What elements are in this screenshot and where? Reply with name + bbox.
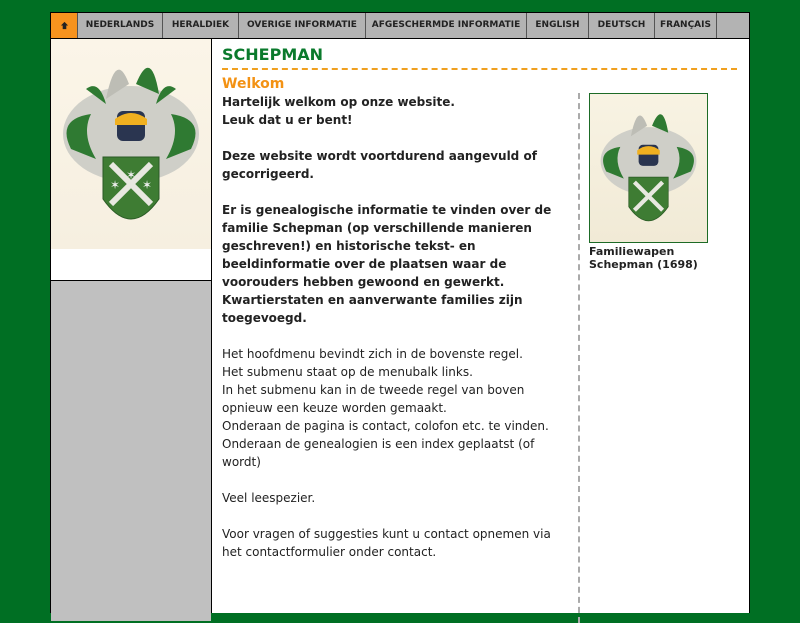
nav-english[interactable]: ENGLISH (527, 13, 589, 38)
text-line: Leuk dat u er bent! (222, 113, 353, 127)
submenu-area (51, 281, 211, 621)
left-sidebar (51, 39, 212, 613)
nav-francais[interactable]: FRANÇAIS (655, 13, 717, 38)
info-paragraph (222, 201, 567, 327)
text-line: In het submenu kan in de tweede regel van boven opnieuw een keuze worden gemaakt. (222, 383, 525, 415)
page-container (50, 12, 750, 613)
nav-heraldiek[interactable]: HERALDIEK (163, 13, 239, 38)
column-divider (578, 93, 580, 623)
text-line: Hartelijk welkom op onze website. (222, 95, 455, 109)
text-line: Onderaan de pagina is contact, colofon etc. te vinden. (222, 419, 549, 433)
family-crest-image (589, 93, 708, 243)
side-column (589, 93, 739, 271)
welcome-text (222, 93, 567, 579)
nav-home-button[interactable] (51, 13, 78, 38)
family-crest-icon (590, 94, 707, 242)
nav-overige-informatie[interactable]: OVERIGE INFORMATIE (239, 13, 366, 38)
site-title: SCHEPMAN (222, 45, 324, 64)
nav-afgeschermde-informatie[interactable]: AFGESCHERMDE INFORMATIE (366, 13, 527, 38)
home-icon (60, 21, 69, 30)
text-line: Het submenu staat op de menubalk links. (222, 365, 473, 379)
update-paragraph: Deze website wordt voortdurend aangevuld of gecorrigeerd. (222, 149, 537, 181)
main-content (222, 39, 737, 559)
main-menu (51, 13, 749, 39)
coat-of-arms-icon (51, 39, 211, 249)
nav-nederlands[interactable]: NEDERLANDS (78, 13, 163, 38)
coat-of-arms-image (51, 39, 211, 249)
navigation-help-paragraph (222, 345, 567, 471)
left-spacer (51, 249, 211, 281)
nav-deutsch[interactable]: DEUTSCH (589, 13, 655, 38)
contact-paragraph: Voor vragen of suggesties kunt u contact opnemen via het contactformulier onder contact. (222, 527, 551, 559)
text-line: Er is genealogische informatie te vinden over de familie Schepman (op verschillende manieren geschreven!) en historische tekst- en beeldinformatie over de plaatsen waar de voorouders hebben gewoond en gewerkt. (222, 203, 552, 289)
text-line: Onderaan de genealogien is een index geplaatst (of wordt) (222, 437, 535, 469)
svg-text:✶: ✶ (125, 168, 137, 182)
closing-paragraph: Veel leespezier. (222, 491, 316, 505)
crest-caption: Familiewapen Schepman (1698) (589, 245, 698, 271)
text-line: Het hoofdmenu bevindt zich in de bovenste regel. (222, 347, 523, 361)
title-divider (222, 68, 737, 70)
svg-text:✶: ✶ (141, 178, 153, 192)
text-line: Kwartierstaten en aanverwante families zijn toegevoegd. (222, 293, 523, 325)
intro-paragraph (222, 93, 567, 129)
svg-text:✶: ✶ (109, 178, 121, 192)
page-heading: Welkom (222, 76, 285, 92)
